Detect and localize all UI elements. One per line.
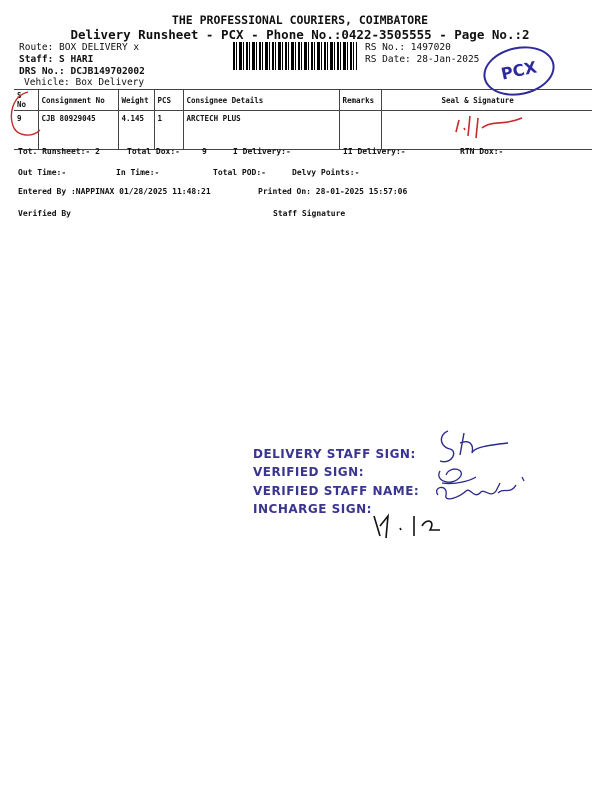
- incharge-handwritten-mark: [370, 508, 460, 548]
- col-header-weight: Weight: [118, 90, 154, 111]
- stamp-verified-staff-name: VERIFIED STAFF NAME:: [253, 484, 420, 498]
- total-runsheet: Tot. Runsheet:- 2: [18, 147, 100, 156]
- staff-signature-label: Staff Signature: [273, 209, 346, 218]
- vehicle-label: Vehicle: Box Delivery: [24, 77, 145, 88]
- printed-on: Printed On: 28-01-2025 15:57:06: [258, 187, 408, 196]
- company-name: THE PROFESSIONAL COURIERS, COIMBATORE: [171, 13, 429, 27]
- col-header-consignment: Consignment No: [38, 90, 118, 111]
- cell-weight: 4.145: [118, 111, 154, 150]
- handwritten-circle: [6, 86, 46, 142]
- verified-by: Verified By: [18, 209, 71, 218]
- in-time: In Time:-: [116, 168, 160, 177]
- col-header-consignee: Consignee Details: [183, 90, 339, 111]
- cell-consignment: CJB 80929045: [38, 111, 118, 150]
- total-dox-value: 9: [202, 147, 207, 156]
- rs-number: RS No.: 1497020: [365, 42, 451, 53]
- stamp-delivery-staff-sign: DELIVERY STAFF SIGN:: [253, 447, 416, 461]
- cell-remarks: [339, 111, 381, 150]
- staff-label: Staff: S HARI: [19, 54, 94, 65]
- col-header-sno: S No: [14, 90, 38, 111]
- i-delivery: I Delivery:-: [233, 147, 291, 156]
- cell-sno: 9: [14, 111, 38, 150]
- rs-date: RS Date: 28-Jan-2025: [365, 54, 480, 65]
- cell-consignee: ARCTECH PLUS: [183, 111, 339, 150]
- ii-delivery: II Delivery:-: [343, 147, 406, 156]
- delvy-points: Delvy Points:-: [292, 168, 360, 177]
- total-dox-label: Total Dox:-: [127, 147, 180, 156]
- route-label: Route: BOX DELIVERY x: [19, 42, 140, 53]
- col-header-remarks: Remarks: [339, 90, 381, 111]
- barcode-image: [233, 42, 357, 70]
- rtn-dox: RTN Dox:-: [460, 147, 504, 156]
- stamp-verified-sign: VERIFIED SIGN:: [253, 465, 364, 479]
- col-header-pcs: PCS: [154, 90, 183, 111]
- col-header-signature: Seal & Signature: [381, 90, 592, 111]
- out-time: Out Time:-: [18, 168, 67, 177]
- drs-number: DRS No.: DCJB149702002: [19, 66, 145, 77]
- handwritten-red-signature: [452, 108, 532, 144]
- total-pod: Total POD:-: [213, 168, 266, 177]
- stamp-incharge-sign: INCHARGE SIGN:: [253, 502, 372, 516]
- pcx-stamp: PCX: [479, 40, 559, 102]
- cell-pcs: 1: [154, 111, 183, 150]
- runsheet-title: Delivery Runsheet - PCX - Phone No.:0422-3505555 - Page No.:2: [70, 27, 530, 42]
- entered-by: Entered By :NAPPINAX 01/28/2025 11:48:21: [18, 187, 211, 196]
